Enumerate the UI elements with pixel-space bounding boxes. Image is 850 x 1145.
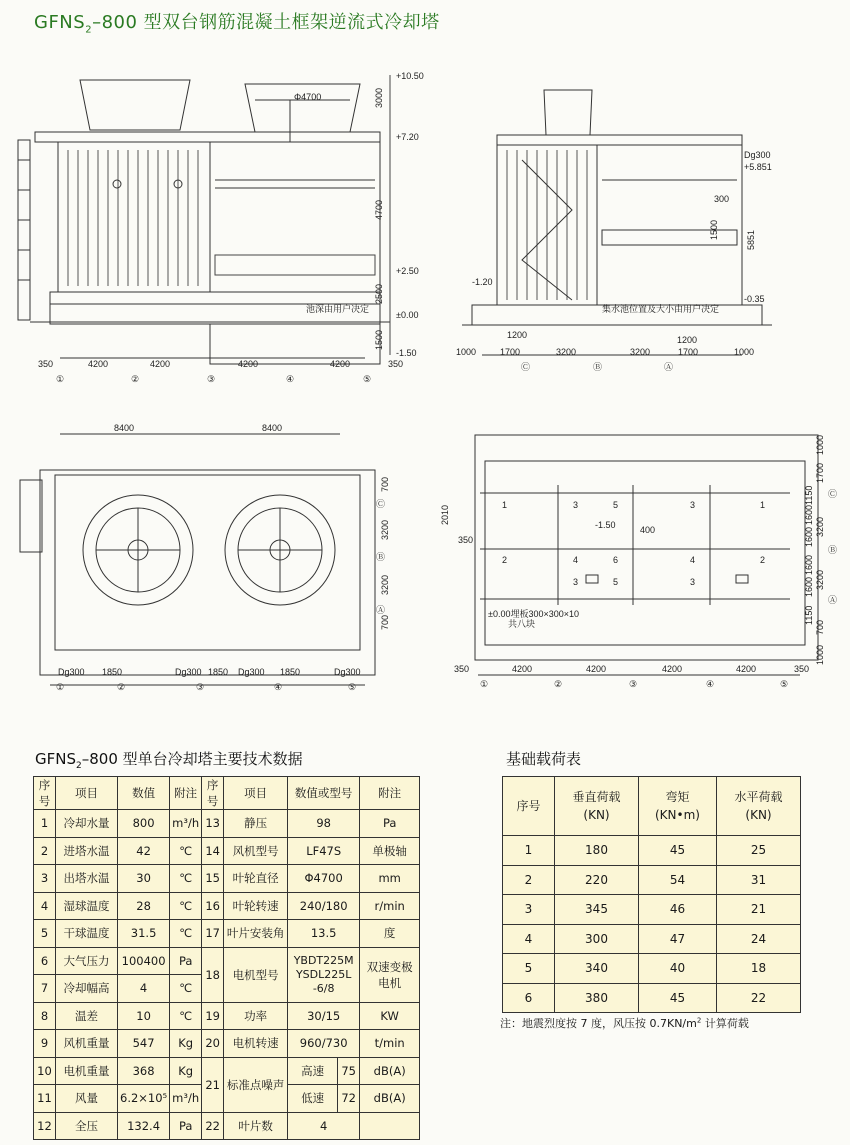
plan-view-drawing xyxy=(10,420,410,700)
svg-text:⑤: ⑤ xyxy=(780,679,789,689)
plan-axis-v xyxy=(376,499,385,615)
svg-text:3: 3 xyxy=(690,500,696,510)
svg-text:3000: 3000 xyxy=(374,87,384,108)
load-table xyxy=(502,776,801,1013)
table-row: 3 出塔水温 30 ℃ 15 叶轮直径 Φ4700 mm xyxy=(34,865,420,893)
table-row: 9 风机重量 547 Kg 20 电机转速 960/730 t/min xyxy=(34,1030,420,1058)
svg-text:1700: 1700 xyxy=(678,347,699,357)
table-row: 1 冷却水量 800 m³/h 13 静压 98 Pa xyxy=(34,810,420,838)
svg-text:⑤: ⑤ xyxy=(363,374,372,384)
svg-text:3: 3 xyxy=(690,577,696,587)
load-header-row: 序号 垂直荷载 (KN) 弯矩 (KN•m) 水平荷载 (KN) xyxy=(503,777,801,836)
svg-text:4200: 4200 xyxy=(150,359,171,369)
svg-text:5: 5 xyxy=(613,577,619,587)
svg-text:③: ③ xyxy=(196,682,205,692)
svg-text:3: 3 xyxy=(573,500,579,510)
svg-text:1200: 1200 xyxy=(677,335,698,345)
svg-text:+7.20: +7.20 xyxy=(396,132,419,142)
svg-text:700: 700 xyxy=(380,614,390,630)
svg-text:Ⓐ: Ⓐ xyxy=(828,595,838,605)
plan-width-dims xyxy=(114,423,282,433)
svg-text:④: ④ xyxy=(286,374,295,384)
svg-text:4200: 4200 xyxy=(330,359,351,369)
svg-text:Dg300: Dg300 xyxy=(58,667,85,677)
svg-text:300: 300 xyxy=(714,194,730,204)
svg-text:③: ③ xyxy=(207,374,216,384)
side-axis-labels xyxy=(521,362,673,372)
pipe-label: Dg300 xyxy=(744,150,771,160)
vertical-dimensions xyxy=(374,75,390,355)
svg-text:1600: 1600 xyxy=(804,526,814,547)
foundation-plan-drawing xyxy=(440,425,840,695)
svg-text:5851: 5851 xyxy=(746,229,756,250)
svg-text:4200: 4200 xyxy=(88,359,109,369)
svg-text:Dg300: Dg300 xyxy=(334,667,361,677)
svg-text:1200: 1200 xyxy=(507,330,528,340)
svg-text:2: 2 xyxy=(502,555,508,565)
side-sub-dims xyxy=(507,330,697,345)
svg-text:2500: 2500 xyxy=(374,283,384,304)
load-note: 注：地震烈度按 7 度，风压按 $0.7KN/m^2$ 计算荷载 xyxy=(500,1016,749,1030)
table-row: 4 湿球温度 28 ℃ 16 叶轮转速 240/180 r/min xyxy=(34,892,420,920)
table-row: 7 冷却幅高 4 ℃ xyxy=(34,975,420,1003)
fan-diameter-label: Φ4700 xyxy=(294,92,322,102)
svg-text:350: 350 xyxy=(388,359,404,369)
side-elevation-drawing xyxy=(452,80,842,380)
svg-text:700: 700 xyxy=(815,619,825,635)
svg-text:1600: 1600 xyxy=(804,554,814,575)
svg-text:1150: 1150 xyxy=(804,605,814,625)
axis-labels xyxy=(56,374,371,384)
svg-text:①: ① xyxy=(56,682,65,692)
svg-text:4200: 4200 xyxy=(238,359,259,369)
svg-text:1150: 1150 xyxy=(804,485,814,505)
svg-text:350: 350 xyxy=(454,664,470,674)
svg-text:5: 5 xyxy=(613,500,619,510)
table-row: 2 进塔水温 42 ℃ 14 风机型号 LF47S 单极轴 xyxy=(34,837,420,865)
foundation-horizontal-dims xyxy=(454,664,809,674)
svg-text:4200: 4200 xyxy=(736,664,757,674)
table-row: 6 大气压力 100400 Pa 18 电机型号 YBDT225M YSDL225L -6/8 双速变极电机 xyxy=(34,947,420,975)
svg-text:4700: 4700 xyxy=(374,199,384,220)
foundation-span: 400 xyxy=(640,525,656,535)
load-table-title: 基础载荷表 xyxy=(506,750,582,768)
svg-text:3200: 3200 xyxy=(380,574,390,595)
table-row: 6 380 45 22 xyxy=(503,983,801,1013)
svg-text:1000: 1000 xyxy=(734,347,755,357)
svg-text:②: ② xyxy=(117,682,126,692)
svg-text:3200: 3200 xyxy=(815,516,825,537)
svg-text:4200: 4200 xyxy=(512,664,533,674)
svg-text:Ⓒ: Ⓒ xyxy=(376,499,386,509)
svg-text:1000: 1000 xyxy=(456,347,477,357)
svg-text:①: ① xyxy=(56,374,65,384)
svg-text:1850: 1850 xyxy=(102,667,123,677)
level-pool: -0.35 xyxy=(744,294,765,304)
table-row: 5 干球温度 31.5 ℃ 17 叶片安装角 13.5 度 xyxy=(34,920,420,948)
svg-text:1500: 1500 xyxy=(709,219,719,240)
svg-text:1500: 1500 xyxy=(374,329,384,350)
svg-text:-1.50: -1.50 xyxy=(396,348,417,358)
table-row: 2 220 54 31 xyxy=(503,865,801,895)
table-row: 3 345 46 21 xyxy=(503,895,801,925)
spec-table-title: $GFNS_2-800$ 型单台冷却塔主要技术数据 xyxy=(35,750,303,771)
svg-text:Ⓐ: Ⓐ xyxy=(376,605,386,615)
sump-note: 集水池位置及大小由用户决定 xyxy=(602,304,720,314)
side-vertical-dims xyxy=(709,194,756,250)
svg-text:1000: 1000 xyxy=(815,434,825,455)
svg-text:Ⓐ: Ⓐ xyxy=(664,362,674,372)
foundation-left-dims xyxy=(440,505,473,545)
table-row: 5 340 40 18 xyxy=(503,954,801,984)
svg-text:④: ④ xyxy=(274,682,283,692)
svg-text:Ⓒ: Ⓒ xyxy=(521,362,531,372)
svg-text:2010: 2010 xyxy=(440,504,450,525)
svg-text:2: 2 xyxy=(760,555,766,565)
table-row: 8 温差 10 ℃ 19 功率 30/15 KW xyxy=(34,1002,420,1030)
table-row: 4 300 47 24 xyxy=(503,924,801,954)
foundation-vertical-dims xyxy=(804,435,825,665)
svg-text:+10.50: +10.50 xyxy=(396,71,424,81)
svg-text:⑤: ⑤ xyxy=(348,682,357,692)
svg-text:1000: 1000 xyxy=(815,644,825,665)
svg-text:3200: 3200 xyxy=(630,347,651,357)
svg-text:3: 3 xyxy=(573,577,579,587)
svg-text:±0.00: ±0.00 xyxy=(396,310,419,320)
svg-text:350: 350 xyxy=(794,664,810,674)
svg-text:4200: 4200 xyxy=(586,664,607,674)
level-marks xyxy=(396,71,424,358)
svg-text:1600: 1600 xyxy=(804,504,814,525)
svg-text:350: 350 xyxy=(38,359,54,369)
svg-text:③: ③ xyxy=(629,679,638,689)
svg-text:700: 700 xyxy=(380,476,390,492)
table-row: 10 电机重量 368 Kg 21 标准点噪声 高速 75 dB(A) xyxy=(34,1057,420,1085)
plan-axis-h xyxy=(56,682,356,692)
basin-note: 池深由用户决定 xyxy=(306,304,370,314)
foundation-axis-h xyxy=(480,679,788,689)
svg-text:8400: 8400 xyxy=(114,423,135,433)
svg-text:Ⓑ: Ⓑ xyxy=(593,362,603,372)
svg-text:Ⓑ: Ⓑ xyxy=(376,552,386,562)
foundation-level: -1.50 xyxy=(595,520,616,530)
beam-marks xyxy=(502,500,765,587)
svg-text:1600: 1600 xyxy=(804,576,814,597)
svg-text:②: ② xyxy=(131,374,140,384)
svg-text:②: ② xyxy=(554,679,563,689)
plate-count: 共八块 xyxy=(508,619,536,629)
svg-text:1: 1 xyxy=(502,500,508,510)
svg-text:4: 4 xyxy=(690,555,696,565)
plate-note: ±0.00埋板300×300×10 xyxy=(488,609,580,619)
table-row: 12 全压 132.4 Pa 22 叶片数 4 xyxy=(34,1112,420,1140)
svg-text:①: ① xyxy=(480,679,489,689)
table-row: 1 180 45 25 xyxy=(503,836,801,866)
svg-text:1: 1 xyxy=(760,500,766,510)
svg-text:1700: 1700 xyxy=(500,347,521,357)
foundation-axis-v xyxy=(828,489,837,605)
spec-header-row: 序号 项目 数值 附注 序号 项目 数值或型号 附注 xyxy=(34,777,420,810)
svg-text:Ⓑ: Ⓑ xyxy=(828,545,838,555)
svg-text:4: 4 xyxy=(573,555,579,565)
level-low: -1.20 xyxy=(472,277,493,287)
table-row: 11 风量 6.2×10⁵ m³/h 低速 72 dB(A) xyxy=(34,1085,420,1113)
page-title: $GFNS_2-800$ 型双台钢筋混凝土框架逆流式冷却塔 xyxy=(34,12,440,36)
svg-text:3200: 3200 xyxy=(815,569,825,590)
svg-text:6: 6 xyxy=(613,555,619,565)
svg-text:1850: 1850 xyxy=(208,667,229,677)
svg-text:Dg300: Dg300 xyxy=(238,667,265,677)
svg-text:+2.50: +2.50 xyxy=(396,266,419,276)
svg-text:1850: 1850 xyxy=(280,667,301,677)
spec-table xyxy=(33,776,420,1140)
svg-text:Dg300: Dg300 xyxy=(175,667,202,677)
svg-text:4200: 4200 xyxy=(662,664,683,674)
svg-text:3200: 3200 xyxy=(556,347,577,357)
svg-text:3200: 3200 xyxy=(380,519,390,540)
svg-text:1700: 1700 xyxy=(815,462,825,483)
svg-text:8400: 8400 xyxy=(262,423,283,433)
front-elevation-drawing xyxy=(10,60,430,395)
level-top: +5.851 xyxy=(744,162,772,172)
svg-text:Ⓒ: Ⓒ xyxy=(828,489,838,499)
svg-text:④: ④ xyxy=(706,679,715,689)
svg-text:350: 350 xyxy=(458,535,474,545)
